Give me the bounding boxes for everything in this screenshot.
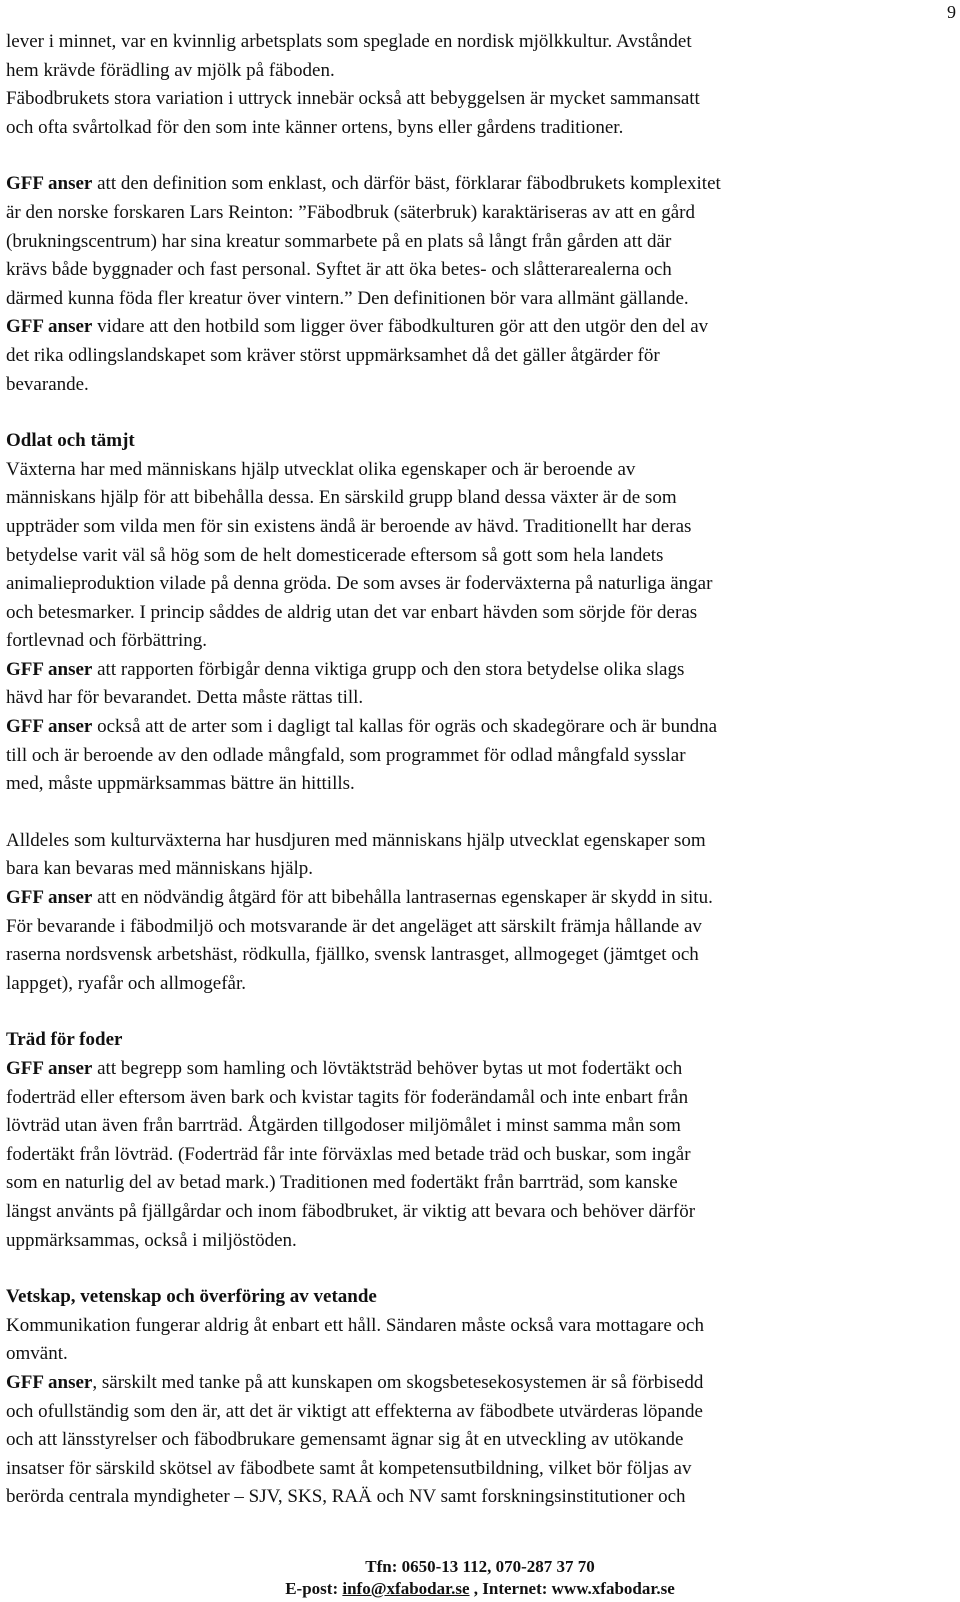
- paragraph-gap: [6, 142, 936, 170]
- text-run: insatser för särskild skötsel av fäbodbete samt åt kompetensutbildning, vilket bör följas av: [6, 1457, 692, 1479]
- text-line: [6, 656, 936, 685]
- section-heading: [6, 1026, 936, 1055]
- text-line: [6, 1483, 936, 1512]
- text-line: [6, 313, 936, 342]
- paragraph: [6, 1312, 936, 1512]
- text-run: vidare att den hotbild som ligger över fäbodkulturen gör att den utgör den del av: [92, 316, 709, 338]
- bold-term: GFF anser: [6, 1058, 93, 1079]
- text-line: [6, 1112, 936, 1141]
- text-run: berörda centrala myndigheter – SJV, SKS, RAÄ och NV samt forskningsinstitutioner och: [6, 1486, 686, 1508]
- text-line: [6, 285, 936, 314]
- text-line: [6, 941, 936, 970]
- paragraph: [6, 827, 936, 999]
- paragraph: [6, 456, 936, 799]
- paragraph: [6, 28, 936, 142]
- text-line: [6, 228, 936, 257]
- text-line: [6, 1312, 936, 1341]
- text-line: [6, 884, 936, 913]
- text-run: betydelse varit väl så hög som de helt domesticerade eftersom så gott som hela landets: [6, 544, 664, 566]
- text-run: Kommunikation fungerar aldrig åt enbart ett håll. Sändaren måste också vara mottagare och: [6, 1314, 704, 1336]
- text-line: [6, 913, 936, 942]
- text-run: människans hjälp för att bibehålla dessa. En särskild grupp bland dessa växter är de som: [6, 487, 677, 509]
- text-run: därmed kunna föda fler kreatur över vintern.” Den definitionen bör vara allmänt gällande.: [6, 287, 689, 309]
- text-line: [6, 827, 936, 856]
- text-run: lövträd utan även från barrträd. Åtgärden tillgodoser miljömålet i minst samma mån som: [6, 1115, 681, 1137]
- text-line: [6, 1198, 936, 1227]
- text-line: [6, 855, 936, 884]
- text-line: [6, 1398, 936, 1427]
- paragraph: [6, 1055, 936, 1255]
- text-run: För bevarande i fäbodmiljö och motsvarande är det angeläget att särskilt främja hållande av: [6, 915, 702, 937]
- text-line: [6, 342, 936, 371]
- text-line: [6, 484, 936, 513]
- bold-term: GFF anser: [6, 887, 93, 909]
- text-line: [6, 456, 936, 485]
- text-line: [6, 599, 936, 628]
- text-run: Odlat och tämjt: [6, 430, 135, 452]
- text-run: fodertäkt från lövträd. (Foderträd får inte förväxlas med betade träd och buskar, som ingår: [6, 1143, 691, 1165]
- text-run: uppträder som vilda men för sin existens ändå är beroende av hävd. Traditionellt har deras: [6, 515, 692, 537]
- text-run: att begrepp som hamling och lövtäktsträd behöver bytas ut mot fodertäkt och: [92, 1058, 683, 1079]
- text-run: animalieproduktion vilade på denna gröda. De som avses är foderväxterna på naturliga ängar: [6, 573, 713, 595]
- text-line: [6, 542, 936, 571]
- text-line: [6, 1055, 936, 1084]
- text-run: hävd har för bevarandet. Detta måste rättas till.: [6, 687, 364, 709]
- text-line: [6, 1026, 936, 1055]
- text-run: och att länsstyrelser och fäbodbrukare gemensamt ägnar sig åt en utveckling av utökande: [6, 1429, 684, 1451]
- text-line: [6, 371, 936, 400]
- text-run: att rapporten förbigår denna viktiga grupp och den stora betydelse olika slags: [92, 658, 685, 680]
- text-run: Fäbodbrukets stora variation i uttryck innebär också att bebyggelsen är mycket sammansatt: [6, 88, 700, 110]
- footer-phone: Tfn: 0650-13 112, 070-287 37 70: [365, 1557, 595, 1576]
- text-line: [6, 57, 936, 86]
- text-line: [6, 1084, 936, 1113]
- section-heading: [6, 427, 936, 456]
- text-run: bara kan bevaras med människans hjälp.: [6, 858, 314, 880]
- text-run: bevarande.: [6, 373, 89, 395]
- text-line: [6, 1141, 936, 1170]
- text-line: [6, 570, 936, 599]
- text-run: uppmärksammas, också i miljöstöden.: [6, 1229, 297, 1251]
- footer-internet-label: , Internet:: [469, 1579, 552, 1598]
- text-line: [6, 742, 936, 771]
- bold-term: GFF anser: [6, 173, 93, 195]
- paragraph-gap: [6, 799, 936, 827]
- text-line: [6, 427, 936, 456]
- text-line: [6, 770, 936, 799]
- paragraph-gap: [6, 998, 936, 1026]
- text-line: [6, 1283, 936, 1312]
- text-line: [6, 1426, 936, 1455]
- text-run: krävs både byggnader och fast personal. Syftet är att öka betes- och slåtterarealerna och: [6, 259, 672, 281]
- page-number: 9: [947, 2, 956, 22]
- text-run: längst använts på fjällgårdar och inom fäbodbruket, är viktig att bevara och behöver därför: [6, 1200, 696, 1222]
- text-run: det rika odlingslandskapet som kräver störst uppmärksamhet då det gäller åtgärder för: [6, 344, 660, 366]
- text-line: [6, 970, 936, 999]
- text-run: , särskilt med tanke på att kunskapen om skogsbetesekosystemen är så förbisedd: [92, 1371, 704, 1393]
- bold-term: GFF anser: [6, 716, 93, 738]
- text-line: [6, 713, 936, 742]
- text-run: hem krävde förädling av mjölk på fäboden.: [6, 59, 335, 81]
- text-run: och betesmarker. I princip såddes de aldrig utan det var enbart hävden som sörjde för deras: [6, 601, 698, 623]
- document-body: [6, 28, 936, 1512]
- text-line: [6, 28, 936, 57]
- text-line: [6, 1169, 936, 1198]
- paragraph-gap: [6, 399, 936, 427]
- footer-email-label: E-post:: [285, 1579, 343, 1598]
- text-run: också att de arter som i dagligt tal kallas för ogräs och skadegörare och är bundna: [92, 716, 718, 738]
- text-run: (brukningscentrum) har sina kreatur sommarbete på en plats så långt från gården att där: [6, 230, 672, 252]
- bold-term: GFF anser: [6, 1371, 93, 1393]
- text-line: [6, 513, 936, 542]
- text-line: [6, 1455, 936, 1484]
- text-line: [6, 627, 936, 656]
- text-run: Vetskap, vetenskap och överföring av vetande: [6, 1286, 377, 1308]
- footer-contact: [0, 1576, 960, 1602]
- paragraph: [6, 170, 936, 399]
- text-line: [6, 1227, 936, 1256]
- text-line: [6, 1369, 936, 1398]
- footer-website: www.xfabodar.se: [551, 1579, 675, 1598]
- text-run: fortlevnad och förbättring.: [6, 630, 208, 652]
- text-run: raserna nordsvensk arbetshäst, rödkulla, fjällko, svensk lantrasget, allmogeget (jämtget och: [6, 944, 699, 966]
- text-run: Växterna har med människans hjälp utvecklat olika egenskaper och är beroende av: [6, 458, 636, 480]
- text-run: med, måste uppmärksammas bättre än hittills.: [6, 773, 355, 795]
- bold-term: GFF anser: [6, 316, 93, 338]
- text-run: omvänt.: [6, 1343, 68, 1365]
- bold-term: GFF anser: [6, 658, 93, 680]
- paragraph-gap: [6, 1255, 936, 1283]
- text-run: Träd för foder: [6, 1029, 123, 1051]
- text-line: [6, 684, 936, 713]
- text-run: foderträd eller eftersom även bark och kvistar tagits för foderändamål och inte enbart från: [6, 1086, 689, 1108]
- text-line: [6, 199, 936, 228]
- text-line: [6, 170, 936, 199]
- footer-email-link[interactable]: info@xfabodar.se: [342, 1579, 470, 1598]
- text-run: lever i minnet, var en kvinnlig arbetsplats som speglade en nordisk mjölkkultur. Avståndet: [6, 31, 692, 52]
- section-heading: [6, 1283, 936, 1312]
- text-run: Alldeles som kulturväxterna har husdjuren med människans hjälp utvecklat egenskaper som: [6, 829, 706, 851]
- text-run: och ofullständig som den är, att det är viktigt att effekterna av fäbodbete utvärderas löpande: [6, 1400, 703, 1422]
- text-line: [6, 1340, 936, 1369]
- text-run: som en naturlig del av betad mark.) Traditionen med fodertäkt från barrträd, som kanske: [6, 1172, 678, 1194]
- text-line: [6, 256, 936, 285]
- text-run: är den norske forskaren Lars Reinton: ”Fäbodbruk (säterbruk) karaktäriseras av att en gård: [6, 201, 696, 223]
- text-run: och ofta svårtolkad för den som inte känner ortens, byns eller gårdens traditioner.: [6, 116, 624, 138]
- text-run: till och är beroende av den odlade mångfald, som programmet för odlad mångfald sysslar: [6, 744, 686, 766]
- text-line: [6, 114, 936, 143]
- text-run: att en nödvändig åtgärd för att bibehålla lantrasernas egenskaper är skydd in situ.: [92, 887, 713, 909]
- text-run: att den definition som enklast, och därför bäst, förklarar fäbodbrukets komplexitet: [92, 173, 721, 195]
- text-line: [6, 85, 936, 114]
- text-run: lappget), ryafår och allmogefår.: [6, 972, 247, 994]
